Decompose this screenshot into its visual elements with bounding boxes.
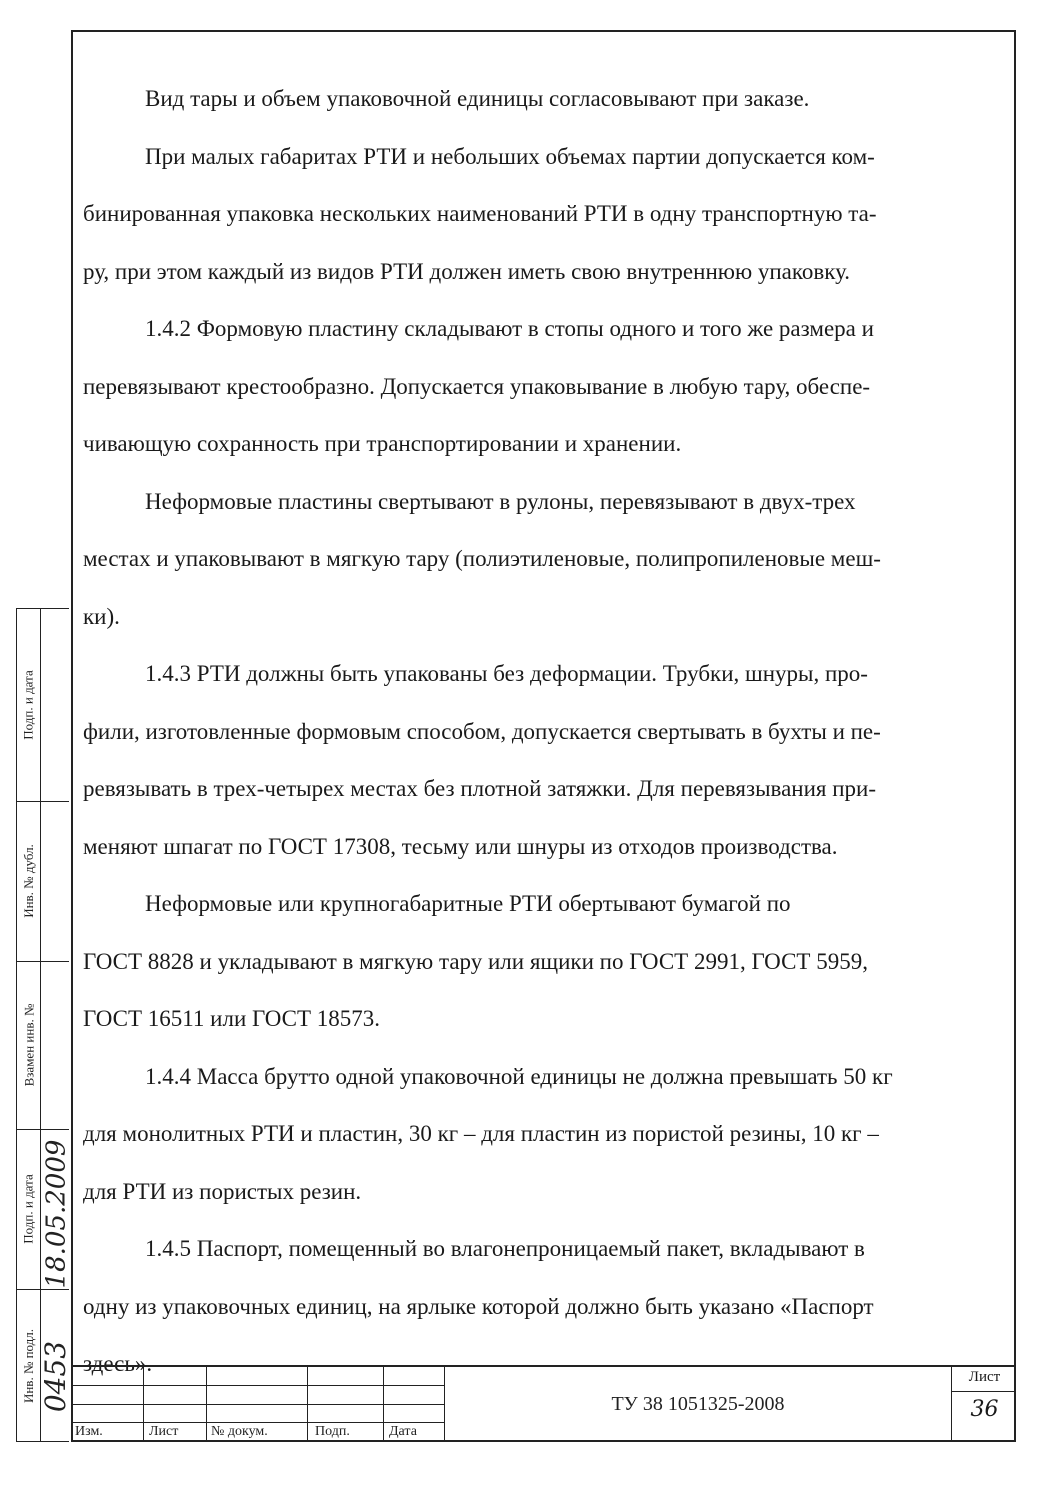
binding-margin-table xyxy=(16,608,73,1442)
title-block-row xyxy=(71,1404,444,1405)
sheet-number: 36 xyxy=(970,1397,999,1422)
paragraph: 1.4.3 РТИ должны быть упакованы без деформации. Трубки, шнуры, про- фили, изготовленные формовым способом, допускается свертывать в бухты и пе- ревязывать в трех-четырех местах без плотной затяжки. Для перевязывания при- меняют шпагат по ГОСТ 17308, тесьму или шнуры из отходов производства. xyxy=(83,661,881,859)
title-block-col xyxy=(951,1367,952,1442)
margin-label-sign-date-bottom: Подп. и дата xyxy=(21,1174,37,1244)
title-block xyxy=(71,1365,1016,1442)
col-podp-label: Подп. xyxy=(315,1424,350,1439)
document-code: ТУ 38 1051325-2008 xyxy=(611,1393,785,1415)
col-date-label: Дата xyxy=(389,1424,417,1439)
handwritten-date-signature: 18.05.2009 xyxy=(41,1139,71,1289)
margin-label-sign-date-top: Подп. и дата xyxy=(21,670,37,740)
margin-label-inv-dubl: Инв. № дубл. xyxy=(21,844,37,918)
document-body xyxy=(83,70,963,1393)
paragraph: При малых габаритах РТИ и небольших объемах партии допускается ком- бинированная упаковка нескольких наименований РТИ в одну транспортную та- ру, при этом каждый из видов РТИ должен иметь свою внутреннюю упаковку. xyxy=(83,143,877,284)
margin-label-zamen-inv: Взамен инв. № xyxy=(21,1003,36,1087)
sheet-divider xyxy=(951,1391,1016,1392)
title-block-row xyxy=(71,1422,444,1423)
title-block-row xyxy=(71,1385,444,1386)
paragraph: 1.4.4 Масса брутто одной упаковочной единицы не должна превышать 50 кг для монолитных РТИ и пластин, 30 кг – для пластин из пористой резины, 10 кг – для РТИ из пористых резин. xyxy=(83,1063,893,1204)
paragraph: Неформовые или крупногабаритные РТИ обертывают бумагой по xyxy=(145,891,791,916)
handwritten-inv-number: 0453 xyxy=(39,1340,73,1412)
col-list-label: Лист xyxy=(149,1424,179,1439)
paragraph: Вид тары и объем упаковочной единицы согласовывают при заказе. xyxy=(145,86,810,111)
margin-label-inv-podl: Инв. № подл. xyxy=(21,1328,37,1404)
col-doc-label: № докум. xyxy=(211,1424,268,1439)
sheet-label: Лист xyxy=(968,1369,1001,1385)
margin-divider xyxy=(40,609,41,1441)
paragraph: ГОСТ 8828 и укладывают в мягкую тару или ящики по ГОСТ 2991, ГОСТ 5959, ГОСТ 16511 или ГОСТ 18573. xyxy=(83,948,868,1031)
col-izm-label: Изм. xyxy=(75,1424,103,1439)
paragraph: 1.4.2 Формовую пластину складывают в стопы одного и того же размера и перевязывают крестообразно. Допускается упаковывание в любую тару, обеспе- чивающую сохранность при транспортировании и хранении. xyxy=(83,316,874,456)
paragraph: 1.4.5 Паспорт, помещенный во влагонепроницаемый пакет, вкладывают в одну из упаковочных единиц, на ярлыке которой должно быть указано «Паспорт здесь». xyxy=(83,1236,874,1376)
paragraph: Неформовые пластины свертывают в рулоны, перевязывают в двух-трех местах и упаковывают в мягкую тару (полиэтиленовые, полипропиленовые меш- ки). xyxy=(83,488,881,629)
